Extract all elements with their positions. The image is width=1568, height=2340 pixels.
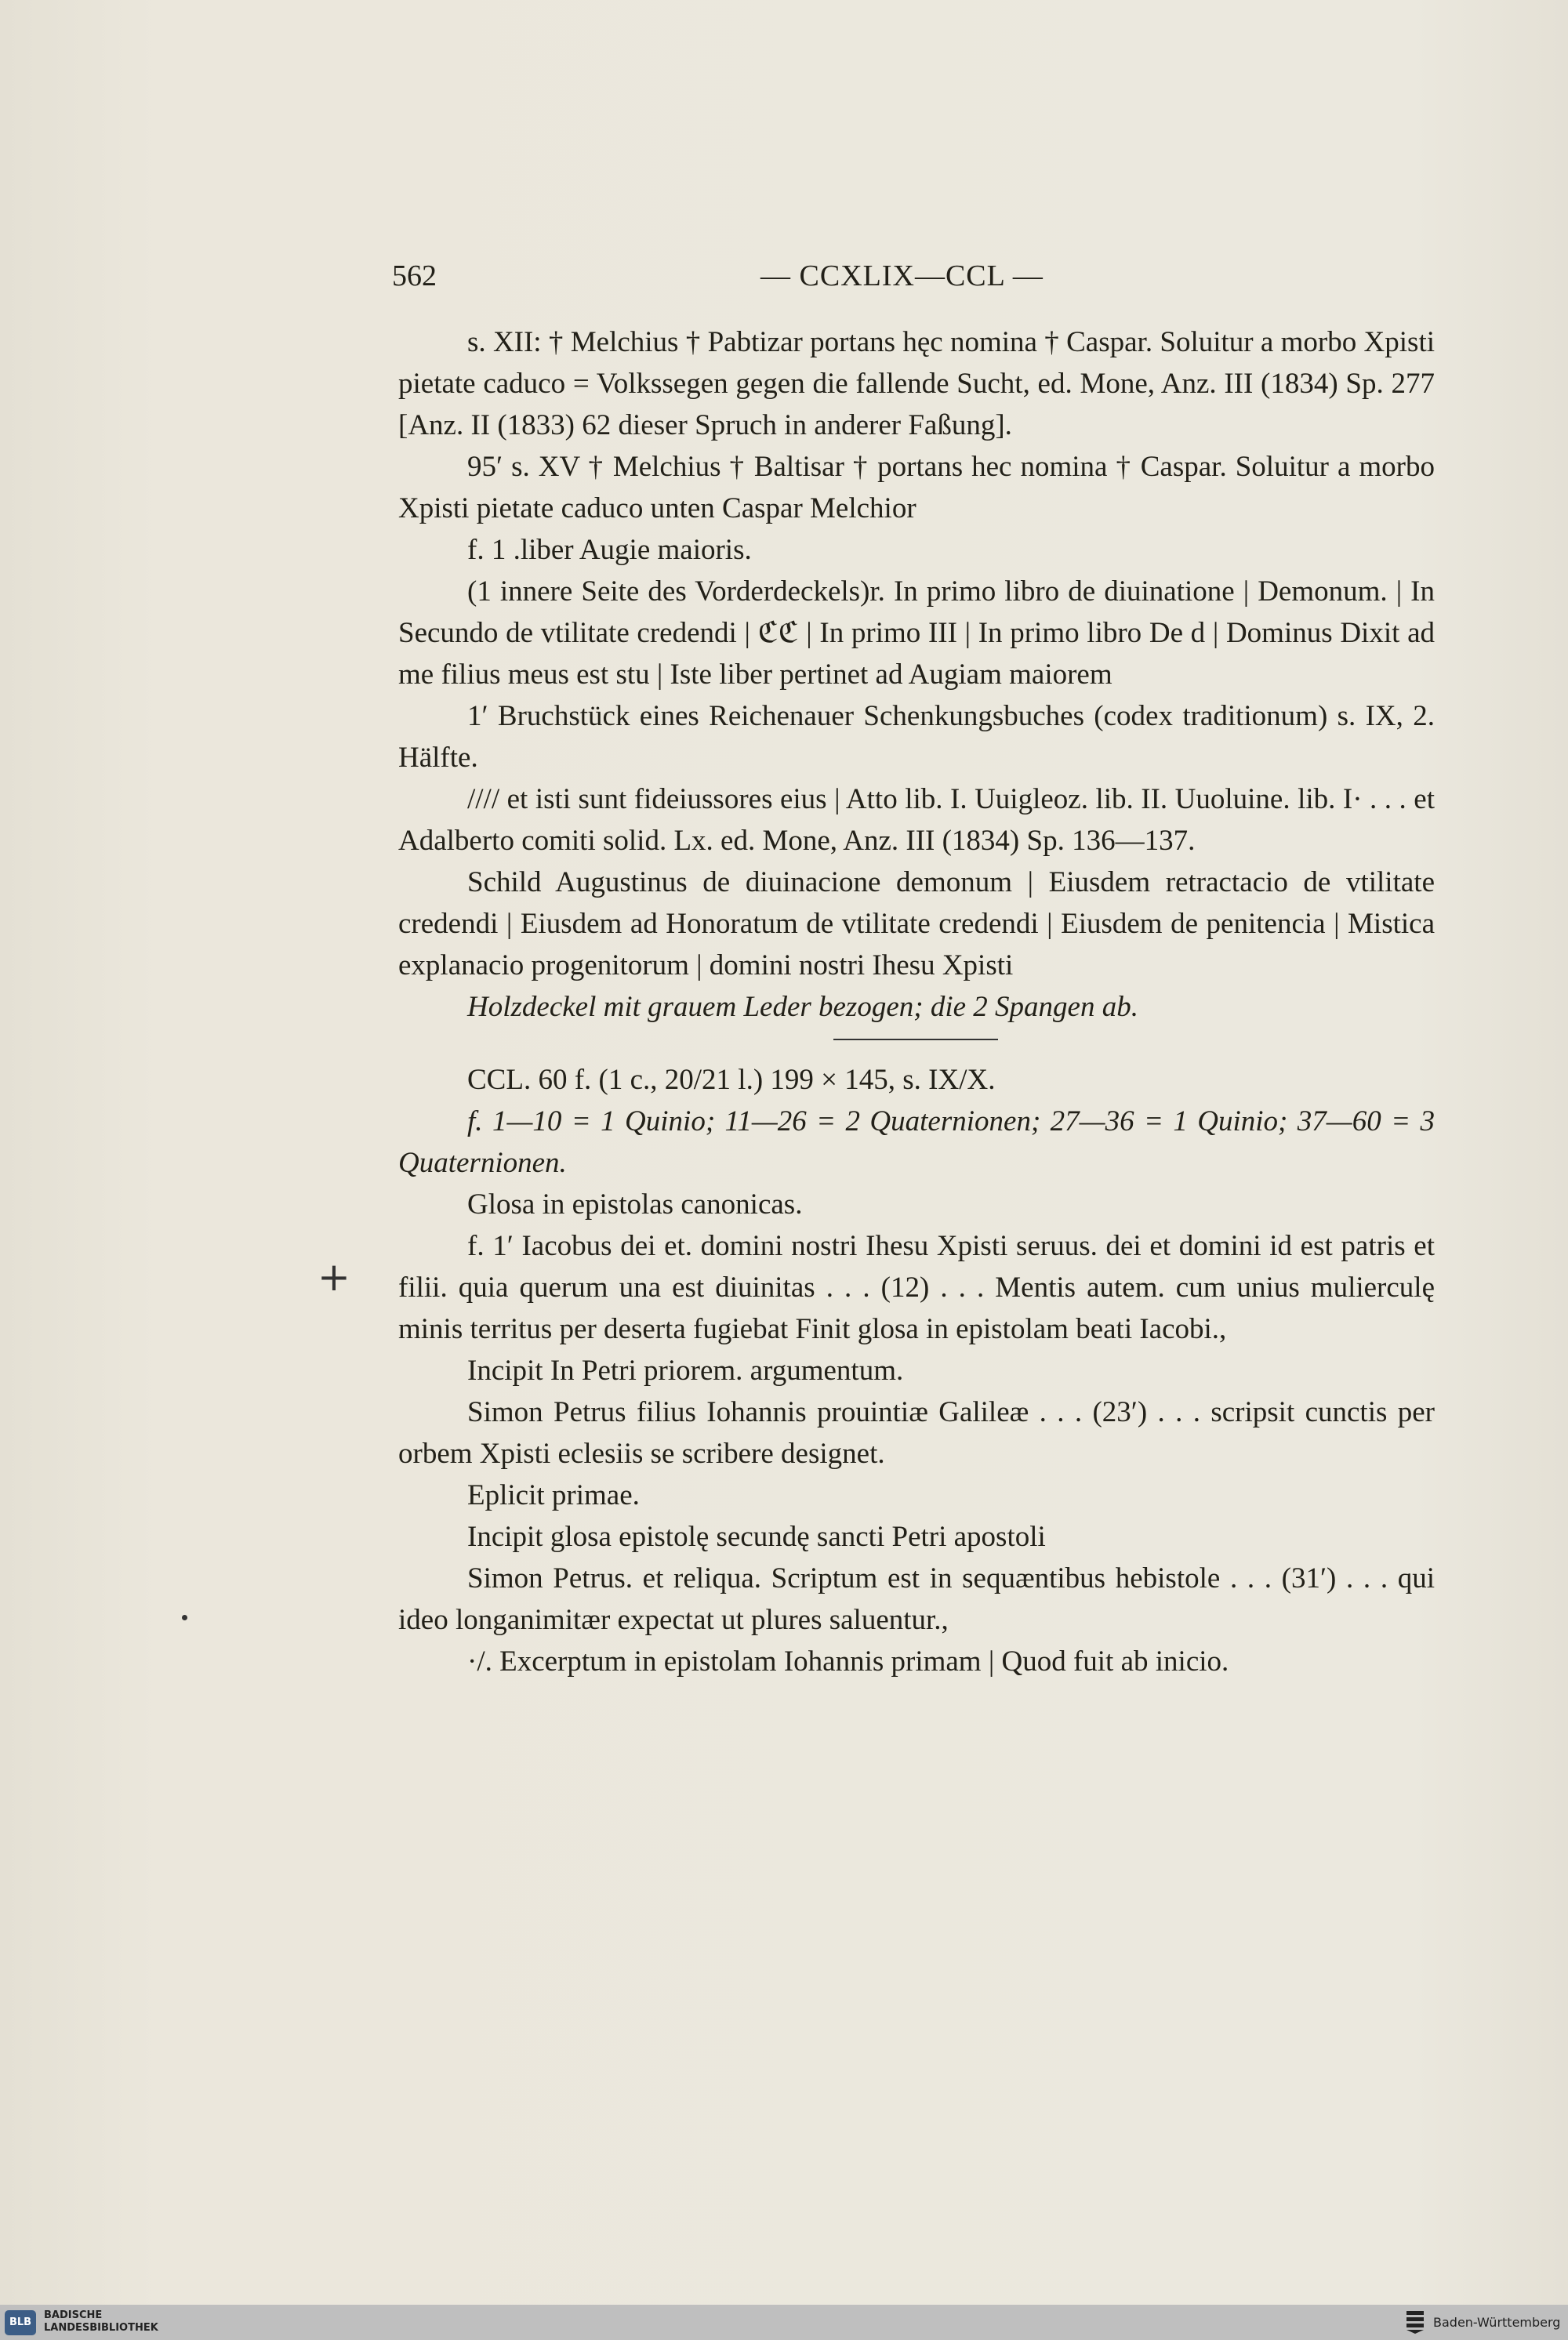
running-title: — CCXLIX—CCL — [760, 259, 1044, 292]
library-name [44, 2309, 158, 2335]
paragraph: 1′ Bruchstück eines Reichenauer Schenkungsbuches (codex traditionum) s. IX, 2. Hälfte. [398, 700, 1435, 774]
baden-wuerttemberg-emblem-icon [1403, 2309, 1427, 2335]
paragraph: f. 1′ Iacobus dei et. domini nostri Ihesu Xpisti seruus. dei et domini id est patris et filii. quia querum una est diuinitas . . . (12) . . . Mentis autem. cum unius mulierculę minis territus per deserta fugiebat Finit glosa in epistolam beati Iacobi., [398, 1230, 1435, 1345]
section-separator [833, 1039, 998, 1040]
library-name-line2: LANDESBIBLIOTHEK [44, 2322, 158, 2334]
paragraph: Incipit In Petri priorem. argumentum. [467, 1355, 904, 1387]
paragraph: Holzdeckel mit grauem Leder bezogen; die 2 Spangen ab. [467, 991, 1138, 1023]
entry-heading: CCL. 60 f. (1 c., 20/21 l.) 199 × 145, s. IX/X. [467, 1064, 996, 1096]
blb-logo-icon: BLB [5, 2310, 36, 2335]
paragraph: Schild Augustinus de diuinacione demonum | Eiusdem retractacio de vtilitate credendi | Eiusdem ad Honoratum de vtilitate credendi | Eiusdem de penitencia | Mistica explanacio progenitorum | domini nostri Ihesu Xpisti [398, 866, 1435, 981]
margin-plus-mark: + [318, 1254, 350, 1300]
paragraph: Eplicit primae. [467, 1479, 640, 1511]
paragraph: f. 1 .liber Augie maioris. [467, 534, 752, 566]
margin-dot [182, 1615, 187, 1620]
paragraph: s. XII: † Melchius † Pabtizar portans hęc nomina † Caspar. Soluitur a morbo Xpisti pietate caduco = Volkssegen gegen die fallende Sucht, ed. Mone, Anz. III (1834) Sp. 277 [Anz. II (1833) 62 dieser Spruch in anderer Faßung]. [398, 326, 1435, 441]
paragraph: f. 1—10 = 1 Quinio; 11—26 = 2 Quaternionen; 27—36 = 1 Quinio; 37—60 = 3 Quaternionen. [398, 1105, 1435, 1179]
footer-bar [0, 2305, 1568, 2340]
paragraph: ·/. Excerptum in epistolam Iohannis primam | Quod fuit ab inicio. [467, 1645, 1229, 1678]
paragraph: Glosa in epistolas canonicas. [467, 1188, 803, 1221]
page-number: 562 [392, 259, 437, 292]
paragraph: Incipit glosa epistolę secundę sancti Petri apostoli [467, 1521, 1046, 1553]
paragraph: Simon Petrus filius Iohannis prouintiæ Galileæ . . . (23′) . . . scripsit cunctis per orbem Xpisti eclesiis se scribere designet. [398, 1396, 1435, 1470]
page-header [392, 259, 1435, 306]
paragraph: (1 innere Seite des Vorderdeckels)r. In primo libro de diuinatione | Demonum. | In Secundo de vtilitate credendi | ℭℭ | In primo III | In primo libro De d | Dominus Dixit ad me filius meus est stu | Iste liber pertinet ad Augiam maiorem [398, 575, 1435, 691]
paragraph: Simon Petrus. et reliqua. Scriptum est in sequæntibus hebistole . . . (31′) . . . qui ideo longanimitær expectat ut plures saluentur., [398, 1562, 1435, 1636]
body-text [398, 321, 1435, 1682]
paragraph: 95′ s. XV † Melchius † Baltisar † portans hec nomina † Caspar. Soluitur a morbo Xpisti pietate caduco unten Caspar Melchior [398, 451, 1435, 524]
state-name: Baden-Württemberg [1433, 2315, 1561, 2330]
paragraph: //// et isti sunt fideiussores eius | Atto lib. I. Uuigleoz. lib. II. Uuoluine. lib. I· . . . et Adalberto comiti solid. Lx. ed. Mone, Anz. III (1834) Sp. 136—137. [398, 783, 1435, 857]
library-name-line1: BADISCHE [44, 2309, 103, 2321]
